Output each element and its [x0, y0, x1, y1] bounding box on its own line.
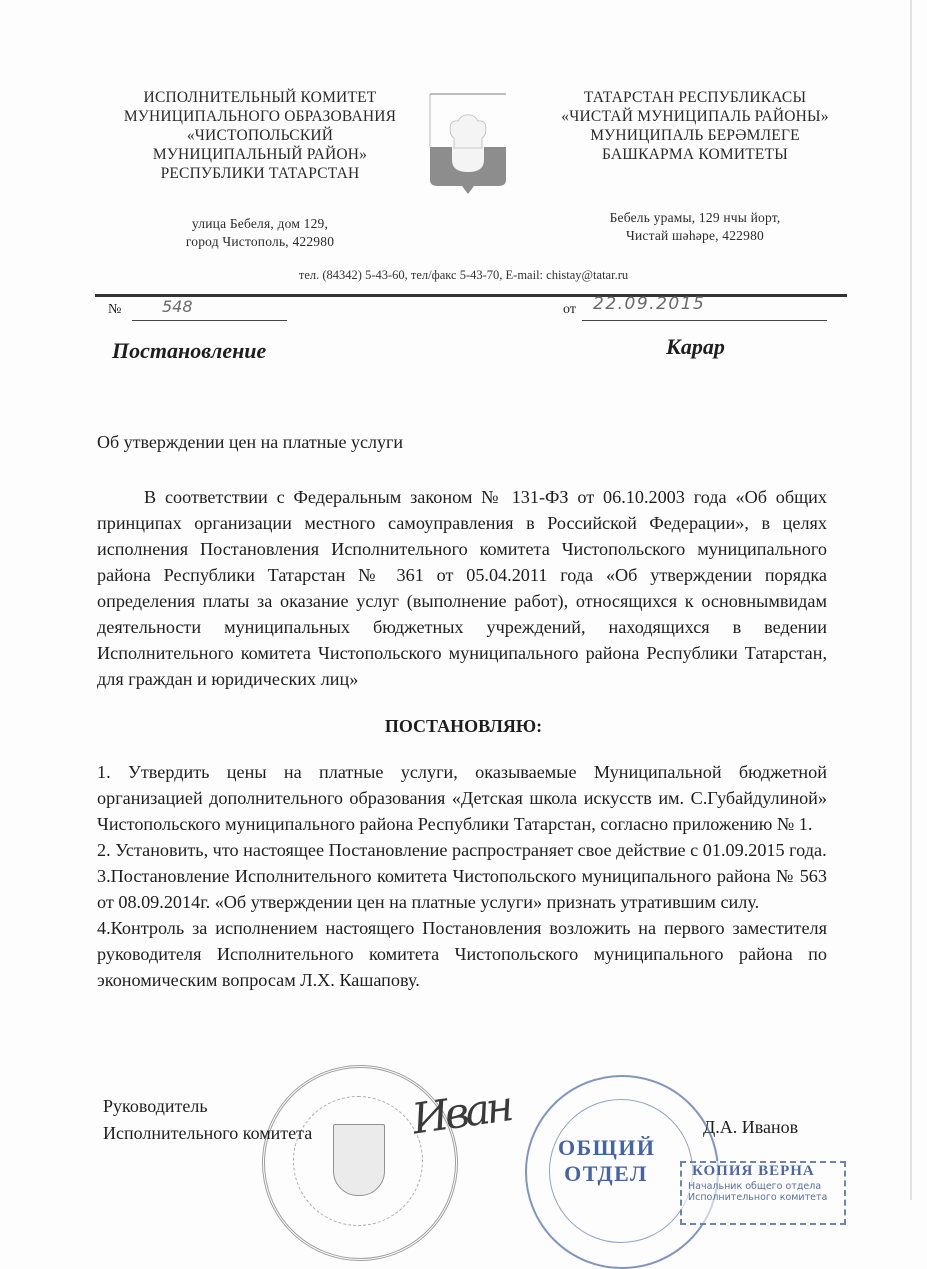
decree-item: 1. Утвердить цены на платные услуги, оказываемые Муниципальной бюджетной организацией дополнительного образования «Детская школа искусств им. С.Губайдулиной» Чистопольского муниципального района Республики Татарстан, согласно приложению № 1. [97, 762, 827, 834]
certified-copy-line: Исполнительного комитета [688, 1192, 828, 1203]
date-label: от [563, 302, 576, 317]
document-subject: Об утверждении цен на платные услуги [97, 432, 403, 452]
address-line: город Чистополь, 422980 [185, 234, 335, 249]
number-value: 548 [162, 297, 193, 316]
header-divider [95, 294, 847, 297]
number-field-line [132, 320, 287, 321]
handwritten-signature: Иван [409, 1081, 513, 1144]
signatory-name: Д.А. Иванов [703, 1117, 799, 1137]
doc-type-tt: Карар [666, 334, 725, 359]
decree-item: 3.Постановление Исполнительного комитета Чистопольского муниципального района № 563 от 08.09.2014г. «Об утверждении цен на платные услуги» признать утратившим силу. [97, 866, 827, 912]
header-right-line: ТАТАРСТАН РЕСПУБЛИКАСЫ [583, 89, 807, 106]
doc-type-ru: Постановление [112, 338, 267, 363]
decree-item: 4.Контроль за исполнением настоящего Постановления возложить на первого заместителя руководителя Исполнительного комитета Чистопольского муниципального района по экономическим вопросам Л.Х. Кашапову. [97, 918, 827, 990]
certified-copy-title: КОПИЯ ВЕРНА [692, 1163, 815, 1179]
decree-item: 2. Установить, что настоящее Постановление распространяет свое действие с 01.09.2015 года. [97, 840, 827, 860]
decree-heading: ПОСТАНОВЛЯЮ: [384, 716, 543, 736]
date-value: 22.09.2015 [593, 294, 706, 314]
header-left-line: «ЧИСТОПОЛЬСКИЙ [186, 127, 334, 144]
scan-edge-line [910, 0, 912, 1200]
stamp-line: ОТДЕЛ [564, 1161, 648, 1186]
header-right-line: БАШКАРМА КОМИТЕТЫ [602, 146, 788, 163]
preamble-paragraph: В соответствии с Федеральным законом № 131-ФЗ от 06.10.2003 года «Об общих принципах организации местного самоуправления в Российской Федерации», в целях исполнения Постановления Исполнительного комитета Чистопольского муниципального района Республики Татарстан № 361 от 05.04.2011 года «Об утверждении порядка определения платы за оказание услуг (выполнение работ), относящихся к основнымвидам деятельности муниципальных бюджетных учреждений, находящихся в ведении Исполнительного комитета Чистопольского муниципального района Республики Татарстан, для граждан и юридических лиц» [97, 487, 827, 689]
header-right-tt [540, 88, 850, 245]
header-left-line: РЕСПУБЛИКИ ТАТАРСТАН [160, 165, 360, 182]
stamp-line: ОБЩИЙ [558, 1135, 656, 1160]
header-left-ru [95, 88, 425, 251]
position-line: Руководитель [103, 1096, 208, 1116]
header-right-line: МУНИЦИПАЛЬ БЕРӘМЛЕГЕ [590, 127, 800, 144]
coat-of-arms-icon [428, 92, 508, 196]
seal-shield-icon [333, 1124, 385, 1196]
contacts-line: тел. (84342) 5-43-60, тел/факс 5-43-70, E-mail: chistay@tatar.ru [298, 268, 629, 282]
address-line: Бебель урамы, 129 нчы йорт, [609, 210, 781, 225]
header-left-line: МУНИЦИПАЛЬНОГО ОБРАЗОВАНИЯ [123, 108, 397, 125]
decree-items [97, 759, 827, 993]
header-right-address [540, 209, 850, 245]
header-left-line: МУНИЦИПАЛЬНЫЙ РАЙОН» [152, 146, 368, 163]
date-field-line [582, 320, 827, 321]
address-line: улица Бебеля, дом 129, [191, 216, 329, 231]
certified-copy-line: Начальник общего отдела [688, 1181, 822, 1192]
header-right-line: «ЧИСТАЙ МУНИЦИПАЛЬ РАЙОНЫ» [561, 108, 829, 125]
position-line: Исполнительного комитета [103, 1123, 313, 1143]
address-line: Чистай шәһәре, 422980 [626, 228, 764, 243]
signatory-position [103, 1093, 312, 1147]
header-left-address [95, 215, 425, 251]
header-left-line: ИСПОЛНИТЕЛЬНЫЙ КОМИТЕТ [143, 89, 377, 106]
number-label: № [108, 302, 122, 317]
stamp-department-text [558, 1135, 654, 1187]
